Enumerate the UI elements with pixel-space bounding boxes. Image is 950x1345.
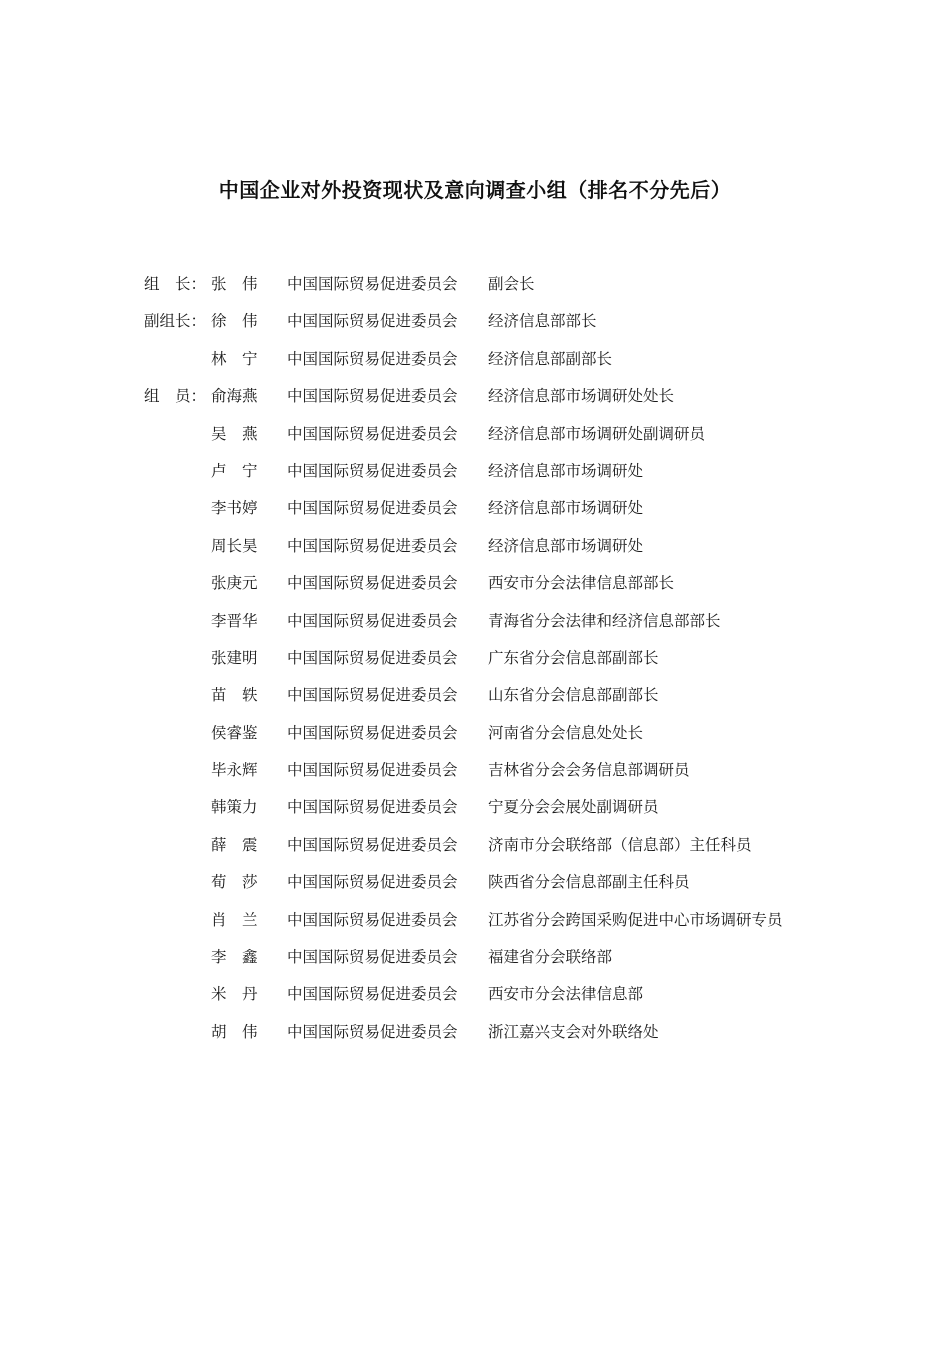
member-organization: 中国国际贸易促进委员会: [287, 611, 458, 630]
member-row: [144, 459, 844, 496]
member-row: [144, 721, 844, 758]
member-row: [144, 795, 844, 832]
member-position: 浙江嘉兴支会对外联络处: [488, 1022, 659, 1041]
member-row: [144, 1020, 844, 1057]
member-position: 经济信息部市场调研处: [488, 536, 644, 555]
member-name: 吴 燕: [211, 424, 258, 443]
member-organization: 中国国际贸易促进委员会: [287, 835, 458, 854]
member-name: 张建明: [211, 648, 258, 667]
member-position: 河南省分会信息处处长: [488, 723, 644, 742]
member-position: 济南市分会联络部（信息部）主任科员: [488, 835, 752, 854]
member-name: 侯睿鉴: [211, 723, 258, 742]
member-position: 江苏省分会跨国采购促进中心市场调研专员: [488, 910, 783, 929]
member-position: 广东省分会信息部副部长: [488, 648, 659, 667]
member-role: 组 员：: [144, 387, 207, 406]
member-organization: 中国国际贸易促进委员会: [287, 798, 458, 817]
member-row: [144, 758, 844, 795]
member-row: [144, 945, 844, 982]
member-row: [144, 683, 844, 720]
member-position: 经济信息部市场调研处处长: [488, 387, 675, 406]
member-organization: 中国国际贸易促进委员会: [287, 424, 458, 443]
member-roster: [144, 272, 844, 1057]
member-organization: 中国国际贸易促进委员会: [287, 1022, 458, 1041]
member-name: 徐 伟: [211, 312, 258, 331]
member-name: 肖 兰: [211, 910, 258, 929]
member-row: [144, 609, 844, 646]
member-organization: 中国国际贸易促进委员会: [287, 275, 458, 293]
member-name: 林 宁: [211, 349, 258, 368]
member-organization: 中国国际贸易促进委员会: [287, 985, 458, 1004]
member-organization: 中国国际贸易促进委员会: [287, 948, 458, 967]
member-row: [144, 534, 844, 571]
member-row: [144, 272, 844, 309]
member-row: [144, 571, 844, 608]
member-organization: 中国国际贸易促进委员会: [287, 312, 458, 331]
member-organization: 中国国际贸易促进委员会: [287, 873, 458, 892]
member-name: 毕永辉: [211, 761, 258, 780]
member-organization: 中国国际贸易促进委员会: [287, 686, 458, 705]
member-row: [144, 384, 844, 421]
member-position: 经济信息部副部长: [488, 349, 613, 368]
member-organization: 中国国际贸易促进委员会: [287, 461, 458, 480]
member-row: [144, 309, 844, 346]
member-position: 经济信息部市场调研处副调研员: [488, 424, 706, 443]
member-name: 张 伟: [211, 275, 258, 293]
member-row: [144, 908, 844, 945]
member-role: 组 长：: [144, 275, 207, 293]
member-row: [144, 422, 844, 459]
member-position: 西安市分会法律信息部: [488, 985, 644, 1004]
page-title: 中国企业对外投资现状及意向调查小组（排名不分先后）: [218, 178, 732, 202]
member-organization: 中国国际贸易促进委员会: [287, 761, 458, 780]
member-position: 副会长: [488, 275, 535, 293]
member-name: 胡 伟: [211, 1022, 258, 1041]
member-organization: 中国国际贸易促进委员会: [287, 387, 458, 406]
member-position: 陕西省分会信息部副主任科员: [488, 873, 690, 892]
member-name: 李 鑫: [211, 948, 258, 967]
member-position: 青海省分会法律和经济信息部部长: [488, 611, 721, 630]
member-row: [144, 646, 844, 683]
member-name: 李晋华: [211, 611, 258, 630]
member-organization: 中国国际贸易促进委员会: [287, 648, 458, 667]
member-position: 经济信息部部长: [488, 312, 597, 331]
member-name: 韩策力: [211, 798, 258, 817]
member-position: 吉林省分会会务信息部调研员: [488, 761, 690, 780]
member-row: [144, 496, 844, 533]
member-name: 周长昊: [211, 536, 258, 555]
member-organization: 中国国际贸易促进委员会: [287, 574, 458, 593]
member-row: [144, 833, 844, 870]
member-row: [144, 347, 844, 384]
member-position: 宁夏分会会展处副调研员: [488, 798, 659, 817]
member-organization: 中国国际贸易促进委员会: [287, 910, 458, 929]
member-name: 李书婷: [211, 499, 258, 518]
member-position: 西安市分会法律信息部部长: [488, 574, 675, 593]
member-row: [144, 982, 844, 1019]
member-organization: 中国国际贸易促进委员会: [287, 499, 458, 518]
member-name: 薛 震: [211, 835, 258, 854]
member-organization: 中国国际贸易促进委员会: [287, 723, 458, 742]
member-name: 米 丹: [211, 985, 258, 1004]
member-position: 山东省分会信息部副部长: [488, 686, 659, 705]
member-position: 经济信息部市场调研处: [488, 461, 644, 480]
member-organization: 中国国际贸易促进委员会: [287, 536, 458, 555]
member-name: 张庚元: [211, 574, 258, 593]
member-position: 经济信息部市场调研处: [488, 499, 644, 518]
member-role: 副组长：: [144, 312, 207, 331]
member-name: 俞海燕: [211, 387, 258, 406]
member-name: 苗 轶: [211, 686, 258, 705]
member-name: 卢 宁: [211, 461, 258, 480]
member-name: 荀 莎: [211, 873, 258, 892]
member-row: [144, 870, 844, 907]
member-position: 福建省分会联络部: [488, 948, 613, 967]
member-organization: 中国国际贸易促进委员会: [287, 349, 458, 368]
